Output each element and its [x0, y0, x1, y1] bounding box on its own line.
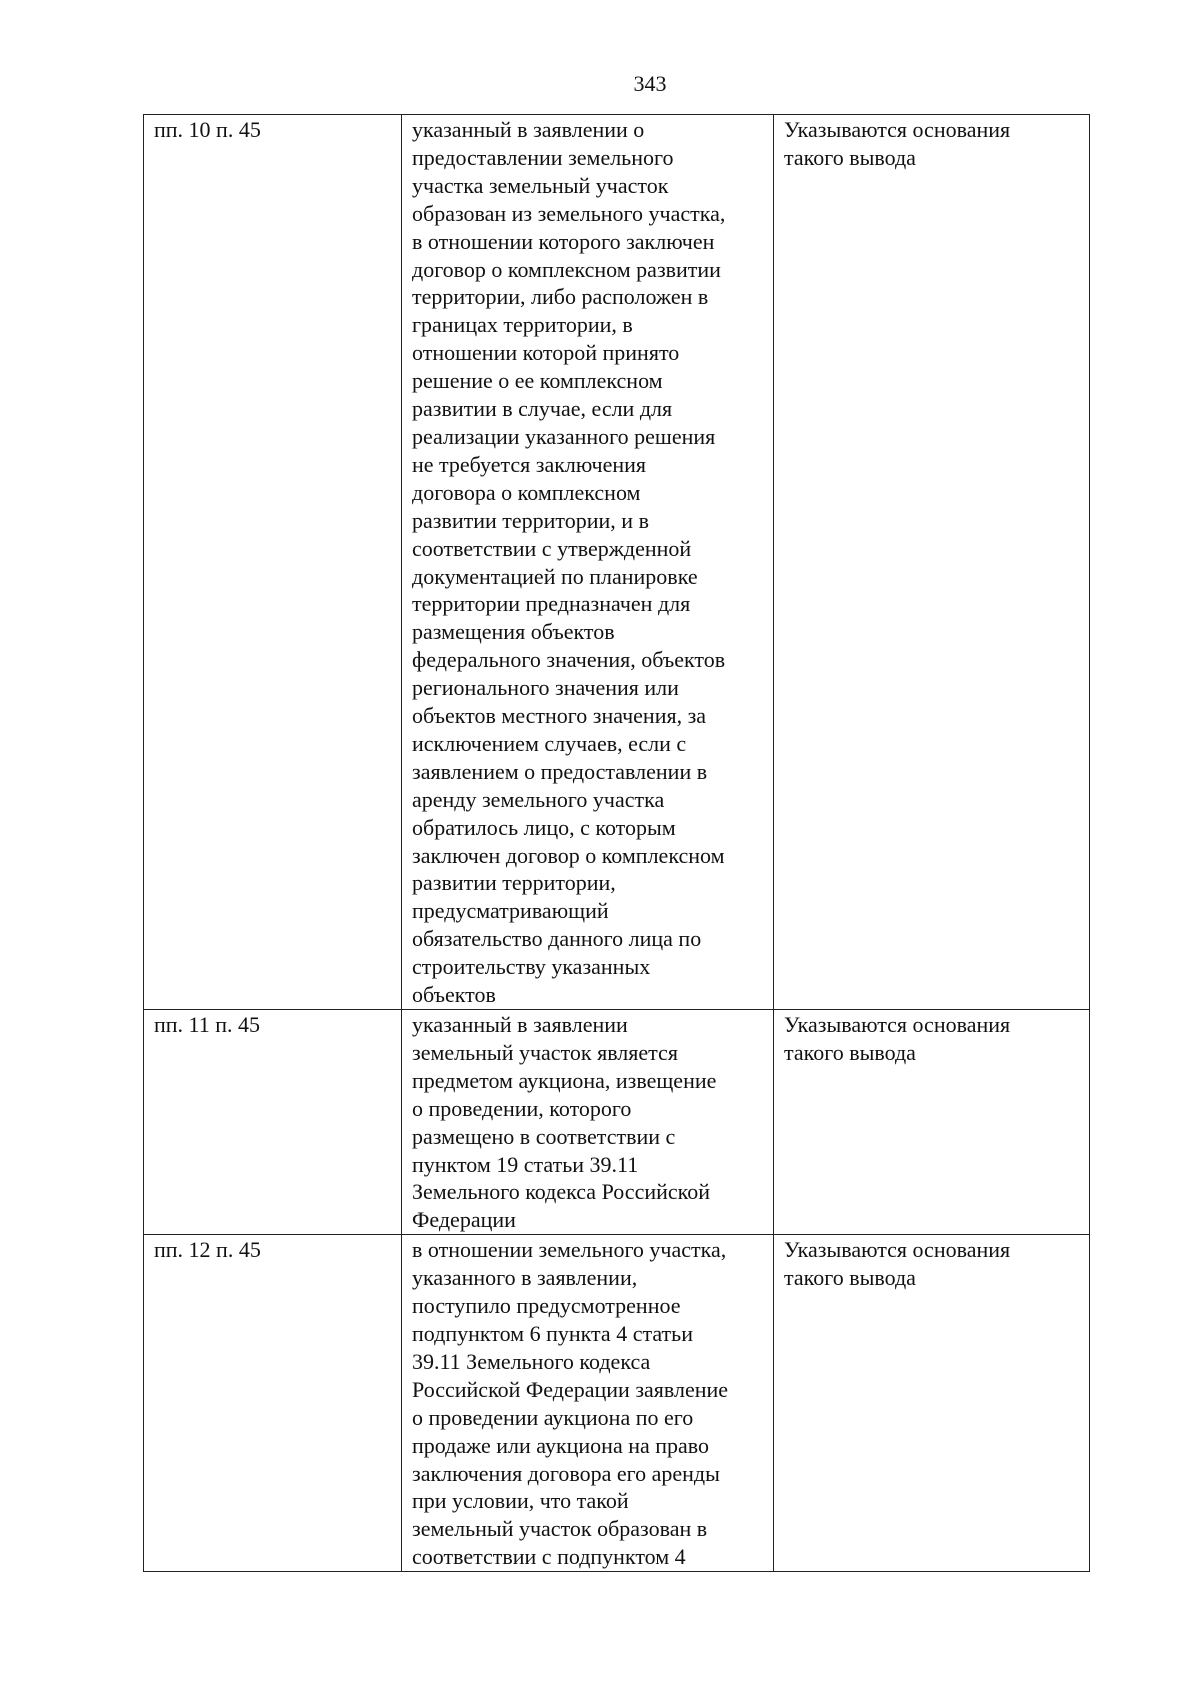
- ground-text-line: строительству указанных: [412, 954, 651, 980]
- grounds-table: [143, 114, 1090, 1572]
- ground-text-line: документацией по планировке: [412, 563, 698, 589]
- reference-text: пп. 12 п. 45: [154, 1237, 261, 1263]
- ground-text-line: указанного в заявлении,: [412, 1265, 638, 1291]
- ground-text-line: обязательство данного лица по: [412, 926, 702, 952]
- ground-text-line: аренду земельного участка: [412, 786, 665, 812]
- note-text-line: Указываются основания: [784, 1012, 1011, 1037]
- ground-text-line: договора о комплексном: [412, 479, 641, 505]
- table-body: [144, 115, 1090, 1572]
- ground-text-line: заключения договора его аренды: [412, 1460, 720, 1486]
- ground-text-line: предоставлении земельного: [412, 144, 674, 170]
- note-text-line: такого вывода: [784, 144, 916, 170]
- note-text-line: Указываются основания: [784, 1237, 1011, 1263]
- ground-cell: [402, 1235, 774, 1572]
- ground-text-line: размещения объектов: [412, 619, 615, 645]
- ground-text-line: указанный в заявлении о: [412, 117, 645, 142]
- ground-text-line: Федерации: [412, 1207, 516, 1233]
- ground-cell: [402, 1010, 774, 1235]
- ground-text-line: отношении которой принято: [412, 340, 680, 366]
- ground-text-line: соответствии с утвержденной: [412, 535, 692, 561]
- ground-text-line: решение о ее комплексном: [412, 368, 663, 394]
- ground-text-line: исключением случаев, если с: [412, 730, 687, 756]
- ground-text-line: развитии территории, и в: [412, 507, 649, 533]
- reference-cell: [144, 1235, 402, 1572]
- ground-text-line: договор о комплексном развитии: [412, 256, 721, 282]
- reference-cell: [144, 115, 402, 1010]
- note-cell: [774, 1010, 1090, 1235]
- ground-text-line: развитии в случае, если для: [412, 396, 673, 422]
- note-text-line: такого вывода: [784, 1265, 916, 1291]
- ground-text-line: развитии территории,: [412, 870, 616, 896]
- ground-cell: [402, 115, 774, 1010]
- ground-text-line: обратилось лицо, с которым: [412, 814, 676, 840]
- ground-text-line: территории предназначен для: [412, 591, 691, 617]
- ground-text-line: федерального значения, объектов: [412, 647, 726, 673]
- ground-text-line: регионального значения или: [412, 675, 679, 701]
- ground-text-line: заявлением о предоставлении в: [412, 758, 708, 784]
- ground-text-line: соответствии с подпунктом 4: [412, 1544, 686, 1570]
- ground-text-line: заключен договор о комплексном: [412, 842, 725, 868]
- ground-text-line: не требуется заключения: [412, 451, 646, 477]
- ground-text-line: территории, либо расположен в: [412, 284, 709, 310]
- ground-text-line: границах территории, в: [412, 312, 633, 338]
- ground-text-line: подпунктом 6 пункта 4 статьи: [412, 1320, 693, 1346]
- ground-text-line: предусматривающий: [412, 898, 609, 924]
- ground-text-line: в отношении земельного участка,: [412, 1237, 727, 1263]
- ground-text-line: продаже или аукциона на право: [412, 1432, 710, 1458]
- ground-text-line: земельный участок образован в: [412, 1516, 708, 1542]
- ground-text-line: размещено в соответствии с: [412, 1123, 676, 1149]
- note-text-line: Указываются основания: [784, 117, 1011, 142]
- reference-text: пп. 10 п. 45: [154, 117, 261, 142]
- ground-text-line: реализации указанного решения: [412, 423, 716, 449]
- ground-text-line: объектов: [412, 982, 496, 1008]
- ground-text-line: образован из земельного участка,: [412, 200, 726, 226]
- ground-text-line: участка земельный участок: [412, 172, 669, 198]
- ground-text-line: поступило предусмотренное: [412, 1293, 681, 1319]
- note-cell: [774, 1235, 1090, 1572]
- ground-text-line: о проведении, которого: [412, 1095, 632, 1121]
- reference-text: пп. 11 п. 45: [154, 1012, 261, 1037]
- ground-text-line: 39.11 Земельного кодекса: [412, 1348, 651, 1374]
- ground-text-line: Земельного кодекса Российской: [412, 1179, 710, 1205]
- table-row: [144, 115, 1090, 1010]
- ground-text-line: предметом аукциона, извещение: [412, 1067, 717, 1093]
- ground-text-line: Российской Федерации заявление: [412, 1376, 729, 1402]
- table-row: [144, 1010, 1090, 1235]
- ground-text-line: земельный участок является: [412, 1039, 678, 1065]
- note-text-line: такого вывода: [784, 1039, 916, 1065]
- ground-text-line: пунктом 19 статьи 39.11: [412, 1151, 639, 1177]
- page-number: 343: [633, 71, 667, 96]
- ground-text-line: объектов местного значения, за: [412, 703, 707, 729]
- ground-text-line: в отношении которого заключен: [412, 228, 715, 254]
- reference-cell: [144, 1010, 402, 1235]
- table-row: [144, 1235, 1090, 1572]
- ground-text-line: указанный в заявлении: [412, 1012, 628, 1037]
- ground-text-line: при условии, что такой: [412, 1488, 629, 1514]
- note-cell: [774, 115, 1090, 1010]
- ground-text-line: о проведении аукциона по его: [412, 1404, 694, 1430]
